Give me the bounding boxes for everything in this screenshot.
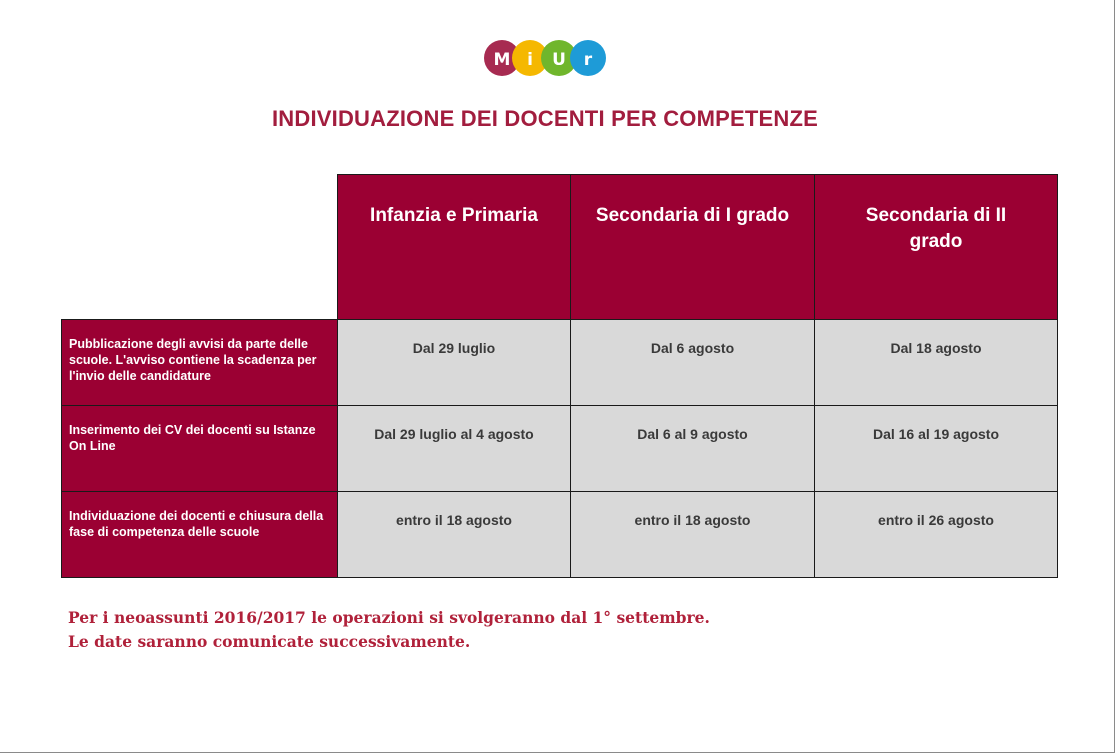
table-cell — [337, 319, 571, 406]
table-cell — [570, 405, 815, 492]
cell-value: entro il 18 agosto — [634, 512, 751, 528]
page-title: INDIVIDUAZIONE DEI DOCENTI PER COMPETENZE — [271, 106, 819, 131]
row-label-text: Inserimento dei CV dei docenti su Istanze On Line — [69, 423, 316, 453]
cell-value: Dal 29 luglio al 4 agosto — [374, 426, 534, 442]
footnote — [68, 606, 710, 654]
header-label: Infanzia e Primaria — [370, 205, 538, 226]
row-label-inserimento-cv — [61, 405, 338, 492]
table-cell — [814, 491, 1058, 578]
table-cell — [814, 319, 1058, 406]
table-cell — [814, 405, 1058, 492]
cell-value: Dal 18 agosto — [890, 340, 982, 356]
miur-logo — [482, 38, 608, 78]
footnote-line-2: Le date saranno comunicate successivamente. — [68, 632, 471, 651]
svg-text:r: r — [583, 50, 593, 70]
row-label-text: Individuazione dei docenti e chiusura della fase di competenza delle scuole — [69, 509, 324, 539]
header-secondaria-i-grado — [570, 174, 815, 320]
row-label-pubblicazione — [61, 319, 338, 406]
table-cell — [570, 491, 815, 578]
cell-value: Dal 16 al 19 agosto — [872, 426, 1000, 442]
cell-value: Dal 6 agosto — [650, 340, 735, 356]
cell-value: Dal 29 luglio — [412, 340, 496, 356]
header-secondaria-ii-grado — [814, 174, 1058, 320]
row-label-text: Pubblicazione degli avvisi da parte delle scuole. L'avviso contiene la scadenza per l'invio delle candidature — [69, 337, 317, 383]
table-cell — [570, 319, 815, 406]
header-label: Secondaria di I grado — [595, 205, 790, 226]
cell-value: entro il 18 agosto — [396, 512, 512, 528]
cell-value: Dal 6 al 9 agosto — [637, 426, 748, 442]
footnote-line-1: Per i neoassunti 2016/2017 le operazioni si svolgeranno dal 1° settembre. — [68, 608, 710, 627]
row-label-individuazione — [61, 491, 338, 578]
table-cell — [337, 405, 571, 492]
table-cell — [337, 491, 571, 578]
svg-text:i: i — [527, 50, 533, 70]
svg-text:M: M — [493, 50, 511, 70]
header-infanzia-primaria — [337, 174, 571, 320]
header-label: Secondaria di II grado — [865, 205, 1007, 252]
miur-logo-mark — [484, 40, 606, 76]
cell-value: entro il 26 agosto — [878, 512, 994, 528]
svg-text:U: U — [552, 50, 566, 70]
